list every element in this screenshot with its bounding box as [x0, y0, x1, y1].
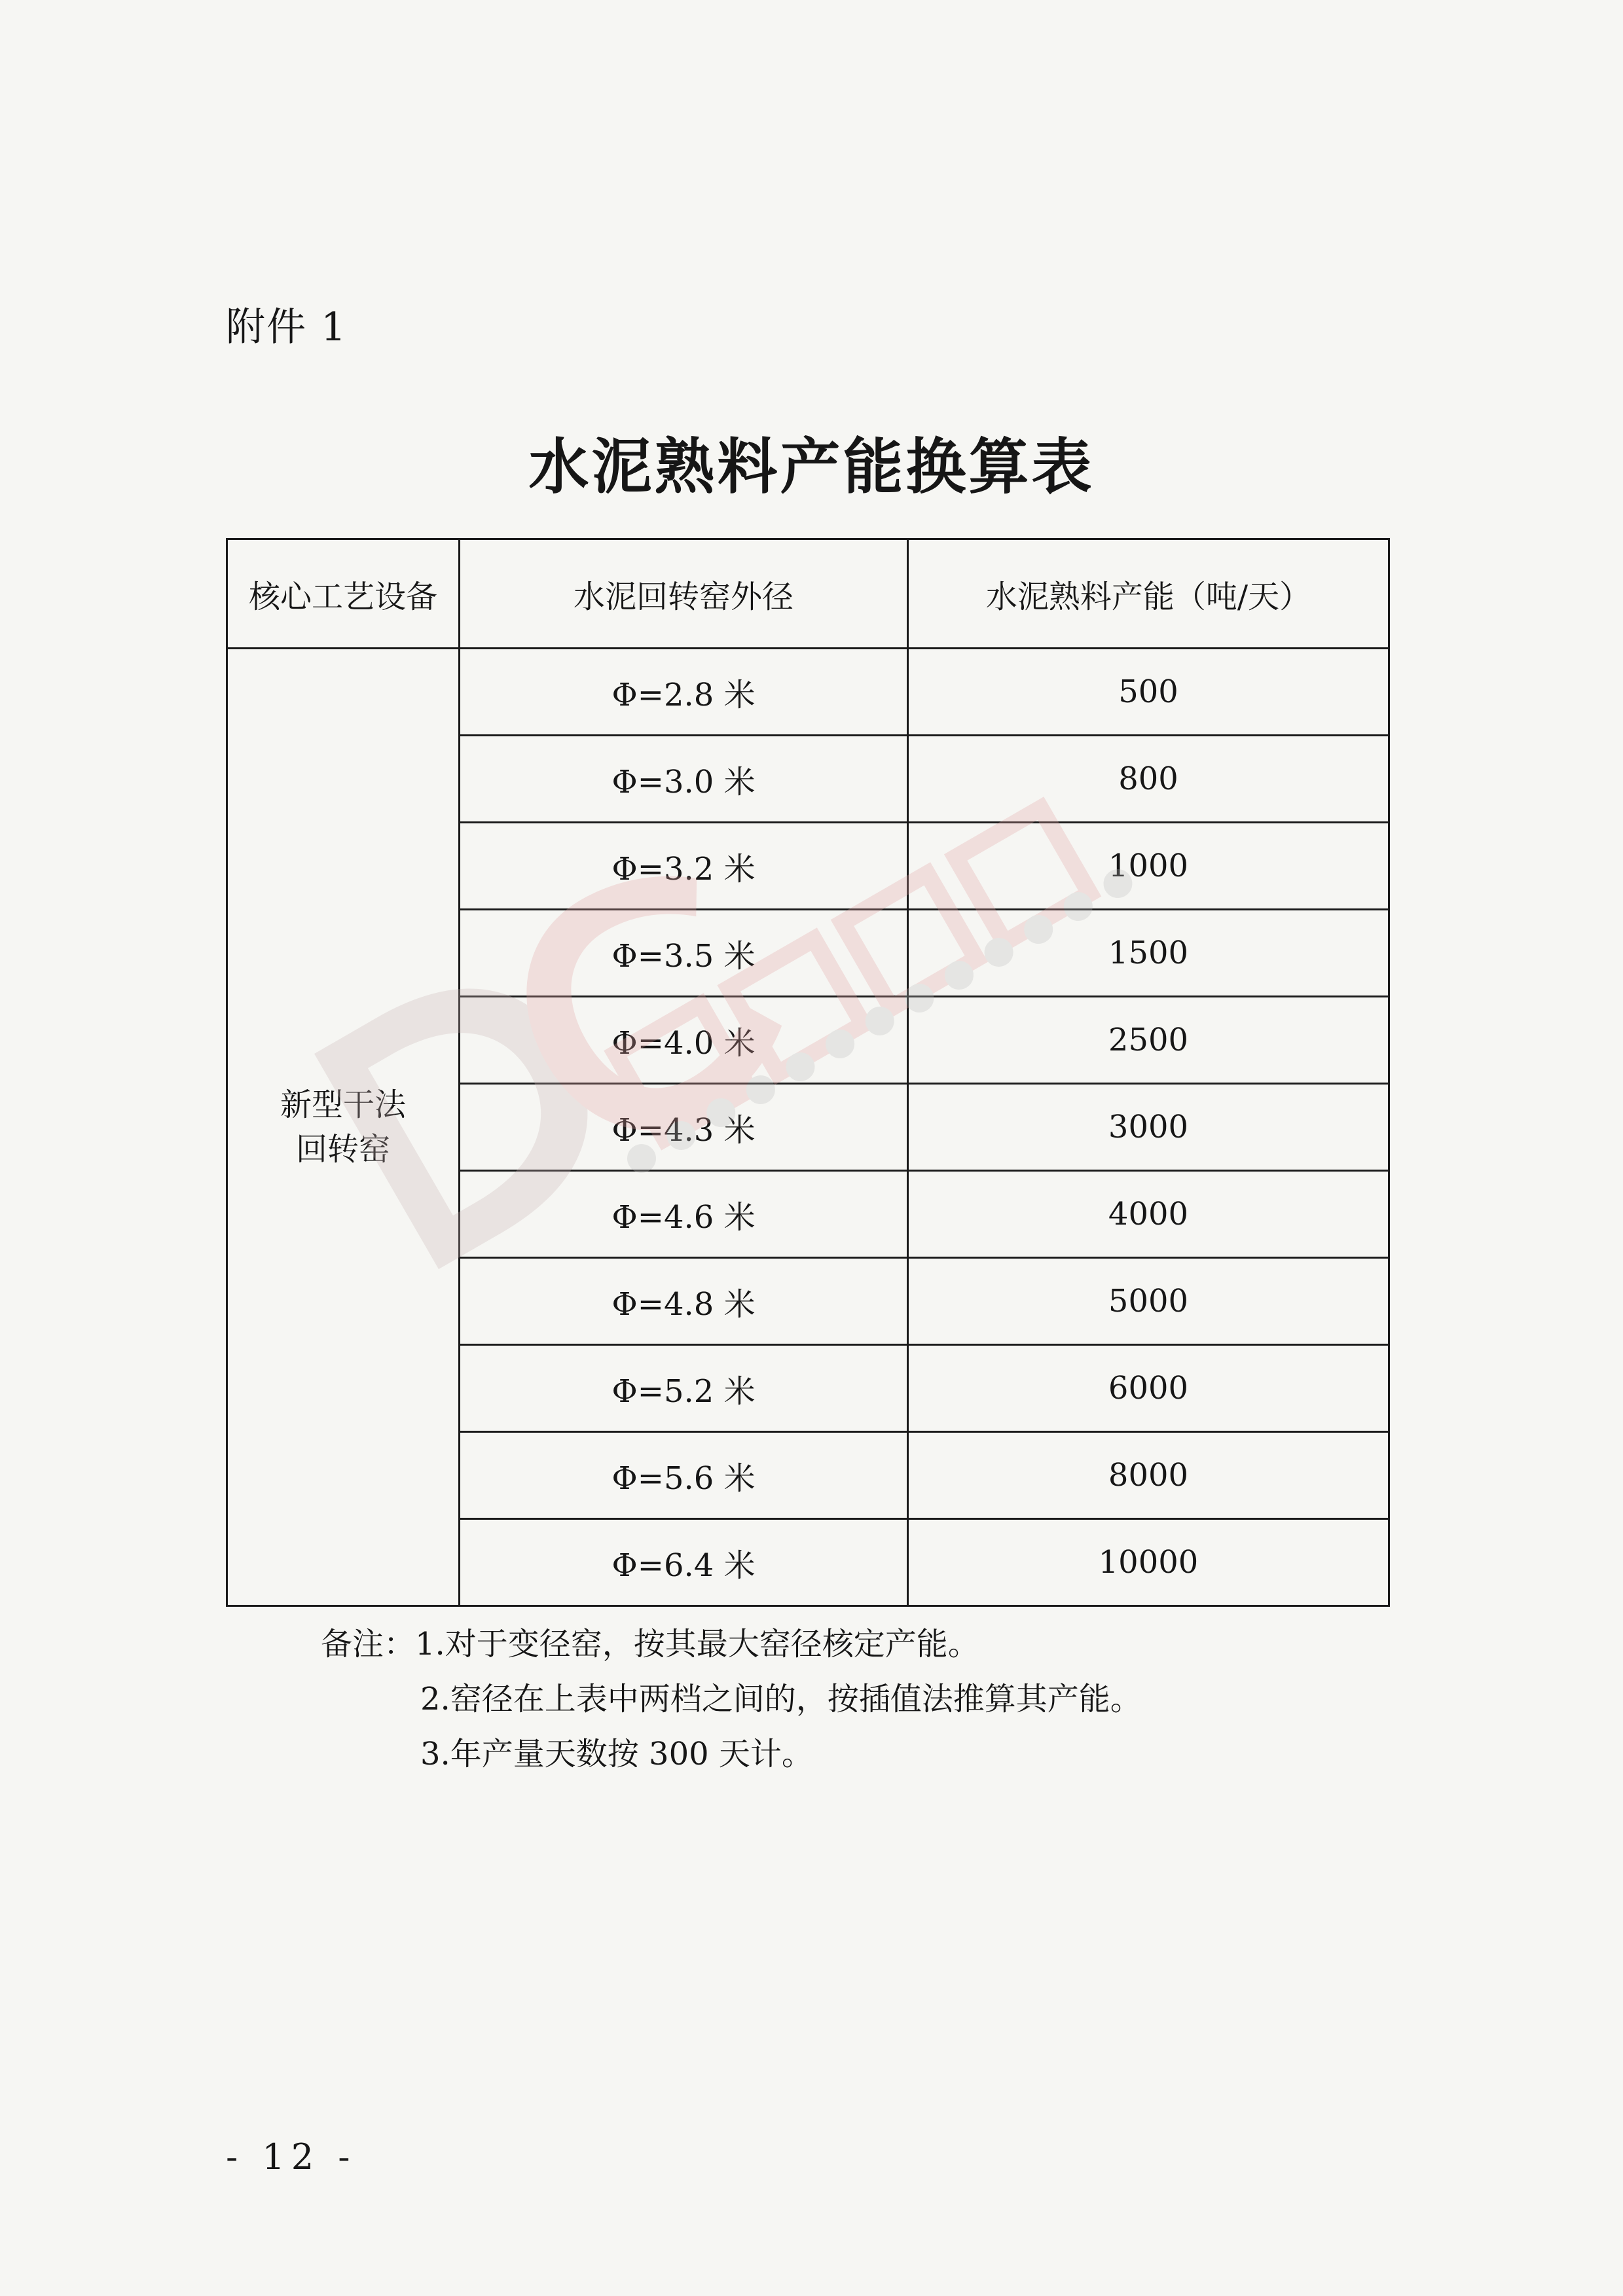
kiln-diameter-cell: Φ=2.8 米 — [460, 649, 908, 736]
kiln-diameter-cell: Φ=4.8 米 — [460, 1258, 908, 1345]
clinker-capacity-cell: 6000 — [908, 1345, 1389, 1432]
clinker-capacity-cell: 1500 — [908, 910, 1389, 997]
column-header-clinker-capacity: 水泥熟料产能（吨/天） — [908, 539, 1389, 649]
clinker-capacity-cell: 10000 — [908, 1519, 1389, 1606]
clinker-capacity-cell: 8000 — [908, 1432, 1389, 1519]
equipment-line-1: 新型干法 — [280, 1086, 406, 1123]
page-number: - 12 - — [226, 2136, 357, 2178]
equipment-line-2: 回转窑 — [295, 1131, 390, 1168]
note-line-1: 备注：1.对于变径窑，按其最大窑径核定产能。 — [321, 1626, 979, 1662]
clinker-capacity-cell: 3000 — [908, 1084, 1389, 1171]
table-body — [227, 649, 1389, 1606]
column-header-kiln-diameter: 水泥回转窑外径 — [460, 539, 908, 649]
kiln-diameter-cell: Φ=3.5 米 — [460, 910, 908, 997]
kiln-diameter-cell: Φ=5.6 米 — [460, 1432, 908, 1519]
kiln-diameter-cell: Φ=3.2 米 — [460, 823, 908, 910]
clinker-capacity-cell: 500 — [908, 649, 1389, 736]
kiln-diameter-cell: Φ=6.4 米 — [460, 1519, 908, 1606]
kiln-diameter-cell: Φ=4.6 米 — [460, 1171, 908, 1258]
kiln-diameter-cell: Φ=4.0 米 — [460, 997, 908, 1084]
kiln-diameter-cell: Φ=5.2 米 — [460, 1345, 908, 1432]
note-line-2: 2.窑径在上表中两档之间的，按插值法推算其产能。 — [420, 1681, 1142, 1717]
document-title: 水泥熟料产能换算表 — [528, 431, 1095, 502]
note-line-3: 3.年产量天数按 300 天计。 — [420, 1736, 813, 1772]
table-row — [227, 649, 1389, 736]
capacity-conversion-table — [226, 538, 1390, 1607]
column-header-equipment: 核心工艺设备 — [227, 539, 460, 649]
kiln-diameter-cell: Φ=4.3 米 — [460, 1084, 908, 1171]
clinker-capacity-cell: 2500 — [908, 997, 1389, 1084]
clinker-capacity-cell: 5000 — [908, 1258, 1389, 1345]
clinker-capacity-cell: 4000 — [908, 1171, 1389, 1258]
table-header-row — [227, 539, 1389, 649]
attachment-label: 附件 1 — [226, 304, 348, 350]
kiln-diameter-cell: Φ=3.0 米 — [460, 736, 908, 823]
clinker-capacity-cell: 800 — [908, 736, 1389, 823]
clinker-capacity-cell: 1000 — [908, 823, 1389, 910]
equipment-cell — [227, 649, 460, 1606]
table-notes — [321, 1617, 1142, 1782]
